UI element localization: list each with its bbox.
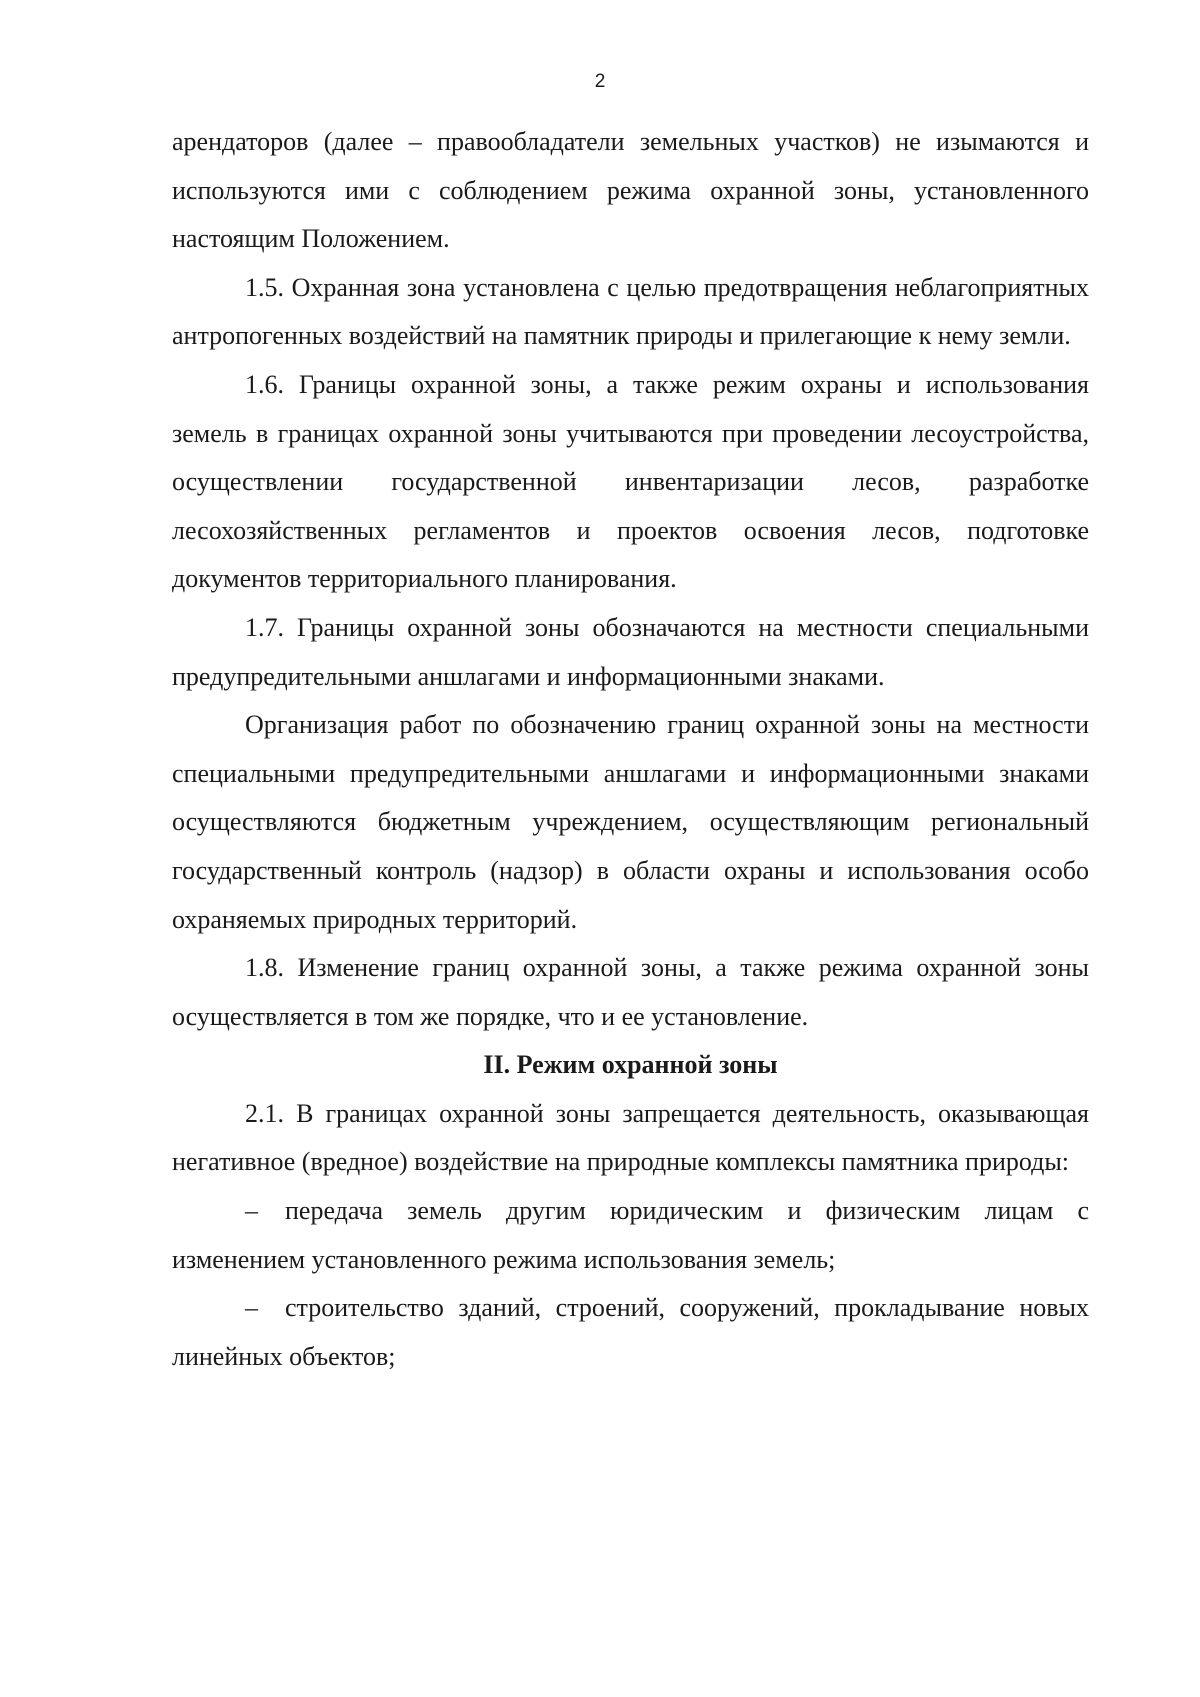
list-item-text: строительство зданий, строений, сооружений, прокладывание новых линейных объектов;	[172, 1293, 1089, 1371]
paragraph-1-7-organization: Организация работ по обозначению границ охранной зоны на местности специальными предупредительными аншлагами и информационными знаками осуществляются бюджетным учреждением, осуществляющим региональный государственный контроль (надзор) в области охраны и использования особо охраняемых природных территорий.	[172, 710, 1089, 934]
paragraph-continuation: арендаторов (далее – правообладатели земельных участков) не изымаются и используются ими с соблюдением режима охранной зоны, установленного настоящим Положением.	[172, 127, 1089, 254]
list-item	[172, 1187, 1089, 1284]
page-number: 2	[594, 71, 606, 92]
list-item	[172, 1284, 1089, 1381]
paragraph-1-7: 1.7. Границы охранной зоны обозначаются на местности специальными предупредительными аншлагами и информационными знаками.	[172, 612, 1089, 691]
section-heading: II. Режим охранной зоны	[483, 1050, 778, 1080]
paragraph-1-6: 1.6. Границы охранной зоны, а также режим охраны и использования земель в границах охранной зоны учитываются при проведении лесоустройства, осуществлении государственной инвентаризации лесов, разработке лесохозяйственных регламентов и проектов освоения лесов, подготовке документов территориального планирования.	[172, 369, 1089, 594]
document-body	[172, 118, 1089, 1381]
paragraph-1-8: 1.8. Изменение границ охранной зоны, а также режима охранной зоны осуществляется в том же порядке, что и ее установление.	[172, 953, 1089, 1031]
paragraph-2-1: 2.1. В границах охранной зоны запрещается деятельность, оказывающая негативное (вредное) воздействие на природные комплексы памятника природы:	[172, 1098, 1089, 1177]
dash-marker: –	[245, 1196, 258, 1226]
list-item-text: передача земель другим юридическим и физическим лицам с изменением установленного режима использования земель;	[172, 1196, 1089, 1274]
paragraph-1-5: 1.5. Охранная зона установлена с целью предотвращения неблагоприятных антропогенных воздействий на памятник природы и прилегающие к нему земли.	[172, 272, 1089, 351]
dash-marker: –	[245, 1293, 258, 1323]
